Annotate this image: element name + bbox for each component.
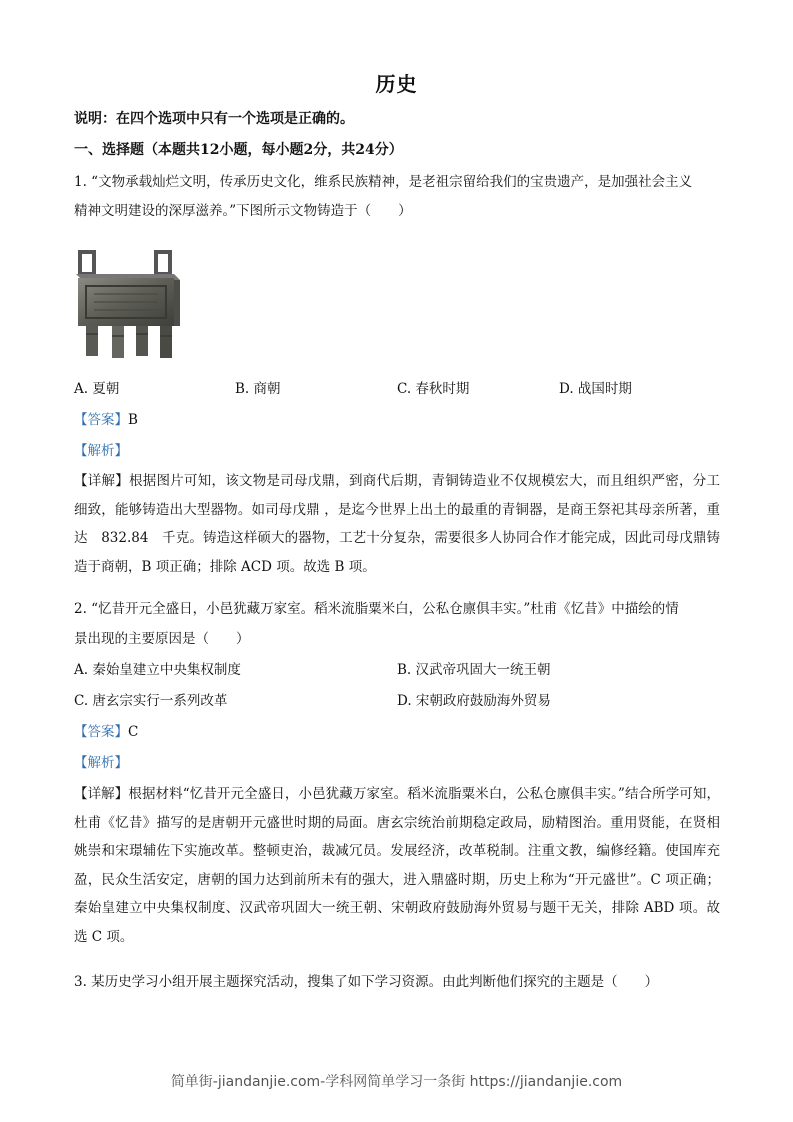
q2-option-a: A. 秦始皇建立中央集权制度 [74, 662, 241, 678]
detail-text: 根据材料“忆昔开元全盛日，小邑犹藏万家室。稻米流脂粟米白，公私仓廪俱丰实。”结合所学可知，杜甫《忆昔》描写的是唐朝开元盛世时期的局面。唐玄宗统治前期稳定政局，励精图治。重用贤能，在贤相姚崇和宋璟辅佐下实施改革。整顿吏治，裁减冗员。发展经济，改革税制。注重文教，编修经籍。使国库充盈，民众生活安定，唐朝的国力达到前所未有的强大，进入鼎盛时期，历史上称为“开元盛世”。C 项正确；秦始皇建立中央集权制度、汉武帝巩固大一统王朝、宋朝政府鼓励海外贸易与题干无关，排除 ABD 项。故选 C 项。 [74, 786, 720, 945]
q2-detail [74, 780, 720, 951]
q3-stem-line1: 3. 某历史学习小组开展主题探究活动，搜集了如下学习资源。由此判断他们探究的主题是（ ） [74, 974, 659, 990]
q1-option-a: A. 夏朝 [74, 381, 120, 397]
section-heading: 一、选择题（本题共12小题，每小题2分，共24分） [74, 142, 403, 158]
page-title: 历史 [375, 72, 418, 96]
detail-tag: 【详解】 [74, 473, 129, 489]
q1-option-d: D. 战国时期 [559, 381, 632, 397]
q2-option-d: D. 宋朝政府鼓励海外贸易 [397, 693, 551, 709]
q1-detail [74, 467, 720, 581]
instruction-text: 说明：在四个选项中只有一个选项是正确的。 [74, 111, 354, 127]
q2-option-b: B. 汉武帝巩固大一统王朝 [397, 662, 551, 678]
answer-value: B [128, 412, 138, 428]
q2-stem-line2: 景出现的主要原因是（ ） [74, 631, 250, 647]
q1-answer [74, 411, 724, 429]
q1-stem-line1: 1. “文物承载灿烂文明，传承历史文化，维系民族精神，是老祖宗留给我们的宝贵遗产，是加强社会主义 [74, 174, 693, 190]
detail-tag: 【详解】 [74, 786, 129, 802]
q2-answer [74, 723, 724, 741]
q1-option-c: C. 春秋时期 [397, 381, 470, 397]
q1-stem-line2: 精神文明建设的深厚滋养。”下图所示文物铸造于（ ） [74, 203, 412, 219]
q2-analysis-tag: 【解析】 [74, 755, 128, 771]
answer-tag: 【答案】 [74, 724, 128, 740]
detail-text: 根据图片可知，该文物是司母戊鼎，到商代后期，青铜铸造业不仅规模宏大，而且组织严密，分工细致，能够铸造出大型器物。如司母戊鼎 ，是迄今世界上出土的最重的青铜器，是商王祭祀其母亲所著，重达 832.84 千克。铸造这样硕大的器物，工艺十分复杂，需要很多人协同合作才能完成，因此司母戊鼎铸造于商朝，B 项正确；排除 ACD 项。故选 B 项。 [74, 473, 720, 575]
answer-value: C [128, 724, 139, 740]
q1-option-b: B. 商朝 [235, 381, 281, 397]
answer-tag: 【答案】 [74, 412, 128, 428]
page-footer: 简单街-jiandanjie.com-学科网简单学习一条街 https://jiandanjie.com [170, 1074, 623, 1090]
bronze-ding-image [74, 248, 182, 360]
q1-analysis-tag: 【解析】 [74, 443, 128, 459]
q2-option-c: C. 唐玄宗实行一系列改革 [74, 693, 228, 709]
q2-stem-line1: 2. “忆昔开元全盛日，小邑犹藏万家室。稻米流脂粟米白，公私仓廪俱丰实。”杜甫《忆昔》中描绘的情 [74, 601, 679, 617]
